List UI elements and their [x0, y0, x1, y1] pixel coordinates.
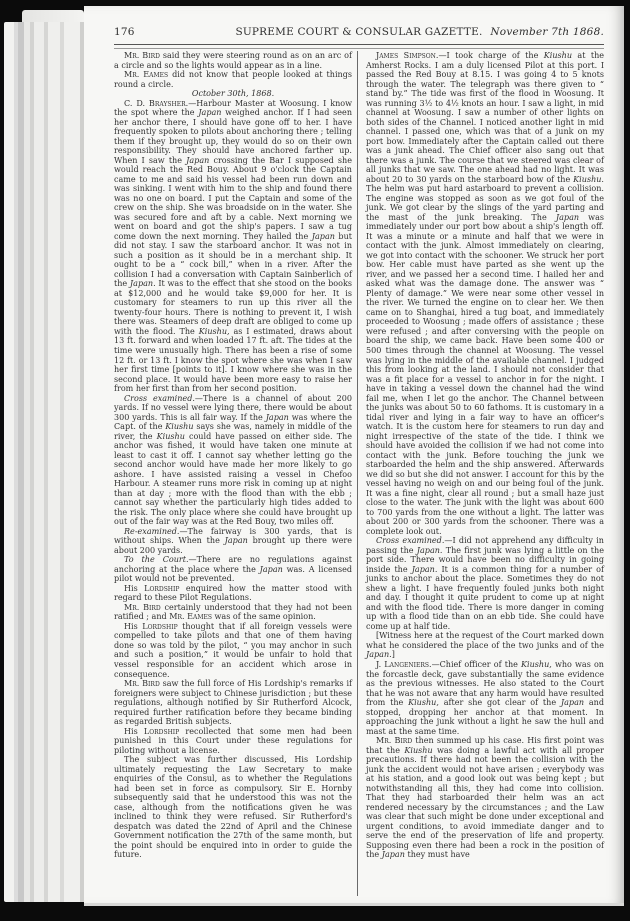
left-column — [114, 51, 352, 860]
testimony-braysher: C. D. Braysher.—Harbour Master at Woosung. I know the spot where the Japan weighed anchor. If I had seen her anchor there, I should have gone off to her. I have frequently spoken to pilots about anchoring there ; telling them if they brought up, they would do so on their own responsibility. They should have anchored farther up. When I saw the Japan crossing the Bar I supposed she would reach the Red Bouy. About 9 o'clock the Captain came to me and said his vessel had been run down and was sinking. I went with him to the ship and found there was no one on board. I put the Captain and some of the crew on the ship. She was broadside on in the water. She was secured fore and aft by a cable. Next morning we went on board and got the ship's papers. I saw a tug come down the next morning. They hailed the Japan but did not stay. I saw the starboard anchor. It was not in such a position as it should be in a merchant ship. It ought to be a “ cock bill,” when in a river. After the collision I had a conversation with Captain Sainberlich of the Japan. It was to the effect that she stood on the books at $12,000 and he would take $9,000 for her. It is customary for steamers to run up this river all the twenty-four hours. There is nothing to prevent it, I wish there was. Steamers of deep draft are obliged to come up with the flood. The Kiushu, as I estimated, draws about 13 ft. forward and when loaded 17 ft. aft. The tides at the time were unusually high. There has been a rise of some 12 ft. or 13 ft. I know the spot where she was when I saw her first time [points to it]. I know where she was in the second place. It would have been more easy to raise her from her first than from her second position. — [114, 98, 353, 394]
publication-title: SUPREME COURT & CONSULAR GAZETTE. — [235, 26, 483, 38]
cross-examination-simpson: Cross examined.—I did not apprehend any difficulty in passing the Japan. The first junk was lying a little on the port side. There would have been no difficulty in going inside the Japan. It is a common thing for a number of junks to anchor about the place. Sometimes they do not shew a light. I have frequently fouled junks both night and day. I thought it quite prudent to come up at night and with the flood tide. There is more danger in coming up with a flood tide than on an ebb tide. She could have come up at half tide. — [366, 536, 604, 631]
column-divider — [357, 51, 358, 896]
book-page-edges — [4, 22, 84, 902]
paragraph-bird-arc: Mr. Bird said they were steering round as on an arc of a circle and so the lights would appear as in a line. — [114, 51, 352, 70]
re-examination-braysher: Re-examined.—The fairway is 300 yards, that is without ships. When the Japan brought up there were about 200 yards. — [114, 526, 352, 555]
right-column — [366, 51, 604, 860]
running-header — [114, 26, 604, 42]
paragraph-bird-jurisdiction: Mr. Bird saw the full force of His Lordship's remarks if foreigners were subject to Chinese jurisdiction ; but these regulations, although notified by Sir Rutherford Alcock, required further ratification before they became binding as regarded British subjects. — [114, 679, 353, 727]
to-the-court-braysher: To the Court.—There are no regulations against anchoring at the place where the Japan was. A licensed pilot would not be prevented. — [114, 555, 352, 584]
bracketed-note-witness: [Witness here at the request of the Court marked down what he considered the place of the two junks and of the Japan.] — [366, 631, 604, 660]
paragraph-bird-summation: Mr. Bird then summed up his case. His first point was that the Kiushu was doing a lawful act with all proper precautions. If there had not been the collision with the junk the accident would not have arisen ; everybody was at his station, and a good look out was being kept ; but notwithstanding all this, they had come into collision. That they had starboarded their helm was an act rendered necessary by the circumstances ; and the Law was clear that such might be done under exceptional and urgent conditions, to avoid immediate danger and to serve the end of the preservation of life and property. Supposing even there had been a rock in the position of the Japan they must have — [366, 736, 604, 860]
paragraph-lordship-enquired: His Lordship enquired how the matter stood with regard to these Pilot Regulations. — [114, 583, 353, 603]
cross-examination-braysher: Cross examined.—There is a channel of about 200 yards. If no vessel were lying there, there would be about 300 yards. This is all fair way. If the Japan was where the Capt. of the Kiushu says she was, namely in middle of the river, the Kiushu could have passed on either side. The anchor was fished, it would have taken one minute at least to cast it off. I cannot say whether letting go the second anchor would have made her more likely to go ashore. I have assisted raising a vessel in Chefoo Harbour. A steamer runs more risk in coming up at night than at day ; more with the flood than with the ebb ; cannot say whether the particularly high tides added to the risk. The only place where she could have brought up out of the fair way was at the Red Bouy, two miles off. — [114, 393, 353, 527]
header-double-rule — [114, 44, 604, 49]
dateline: October 30th, 1868. — [191, 89, 275, 99]
paragraph-lordship-recollected: His Lordship recollected that some men had been punished in this Court under these regulations for piloting without a license. — [114, 726, 353, 755]
gazette-page — [84, 6, 624, 905]
testimony-simpson: James Simpson.—I took charge of the Kiushu at the Amherst Rocks. I am a duly licensed Pilot at this port. I passed the Red Bouy at 8.15. I was going 4 to 5 knots through the water. The telegraph was there given to “ stand by.” The tide was first of the flood in Woosung. It was running 3½ to 4½ knots an hour. I saw a light, in mid channel at Woosung. I saw a number of other lights on both sides of the Channel. I noticed another light in mid channel. I passed one, which was that of a junk on my port bow. Immediately after the Captain called out there was a junk ahead. The Chief officer also sang out that there was a junk. The course that we steered was clear of all junks that we saw. The one ahead had no light. It was about 20 to 30 yards on the starboard bow of the Kiushu. The helm was put hard astarboard to prevent a collision. The engine was stopped as soon as we got foul of the junk. We got clear by the slings of the yard parting and the mast of the junk breaking. The Japan was immediately under our port bow about a ship's length off. It was a minute or a minute and half that we were in contact with the junk. Almost immediately on clearing, we got into contact with the schooner. We struck her port bow. Her cable must have parted as she went up the river, and we passed her a second time. I hailed her and asked what was the damage done. The answer was “ Plenty of damage.” We were near some other vessel in the river. We turned the engine on to clear her. We then came on to Shanghai, hired a tug boat, and immediately proceeded to Woosung ; made offers of assistance ; these were refused ; and after conversing with the people on board the ship, we came back. Have been some 400 or 500 times through the channel at Woosung. The vessel was lying in the middle of the available channel. I judged this from looking at the land. I should not consider that was a fit place for a vessel to anchor in for the night. I have in taking a vessel down the channel had the wind fail me, when I let go the anchor. The Channel between the junks was about 50 to 60 fathoms. It is customary in a tidal river and lying in a fair way to have an officer's watch. It is the custom here for steamers to run day and night irrespective of the state of the tide. I think we should have avoided the collision if we had not come into contact with the junk. Before touching the junk we starboarded the helm and the ship answered. Afterwards we did so but she did not answer. I account for this by the vessel having no weigh on and our being foul of the junk. It was a fine night, clear all round ; but a small haze just close to the water. The junk with the light was about 600 to 700 yards from the one without a light. The latter was about 200 or 300 yards from the schooner. There was a complete look out. — [366, 51, 605, 536]
issue-date: November 7th 1868. — [490, 26, 604, 38]
testimony-langeniers: J. Langeniers.—Chief officer of the Kiushu, who was on the forcastle deck, gave substantially the same evidence as the previous witnesses. He also stated to the Court that he was not aware that any harm would have resulted from the Kiushu, after she got clear of the Japan and stopped, dropping her anchor at that moment. In approaching the junk without a light he saw the hull and mast at the same time. — [366, 660, 604, 736]
paragraph-subject-discussed: The subject was further discussed, His Lordship ultimately requesting the Law Secretary to make enquiries of the Consul, as to whether the Regulations had been set in force as compulsory. Sir E. Hornby subsequently said that he understood this was not the case, although from the notifications given he was inclined to think they were refused. Sir Rutherford's despatch was dated the 22nd of April and the Chinese Government notification the 27th of the same month, but the point should be enquired into in order to guide the future. — [114, 755, 352, 860]
page-number: 176 — [114, 26, 135, 38]
page-bottom-edge — [84, 903, 624, 906]
paragraph-eames-circle: Mr. Eames did not know that people looked at things round a circle. — [114, 70, 352, 89]
paragraph-lordship-thought: His Lordship thought that if all foreign vessels were compelled to take pilots and that one of them having done so was told by the pilot, “ you may anchor in such and such a position,” it would be unfair to hold that vessel responsible for an accident which arose in consequence. — [114, 621, 352, 679]
paragraph-bird-ratified: Mr. Bird certainly understood that they had not been ratified ; and Mr. Eames was of the same opinion. — [114, 602, 352, 622]
